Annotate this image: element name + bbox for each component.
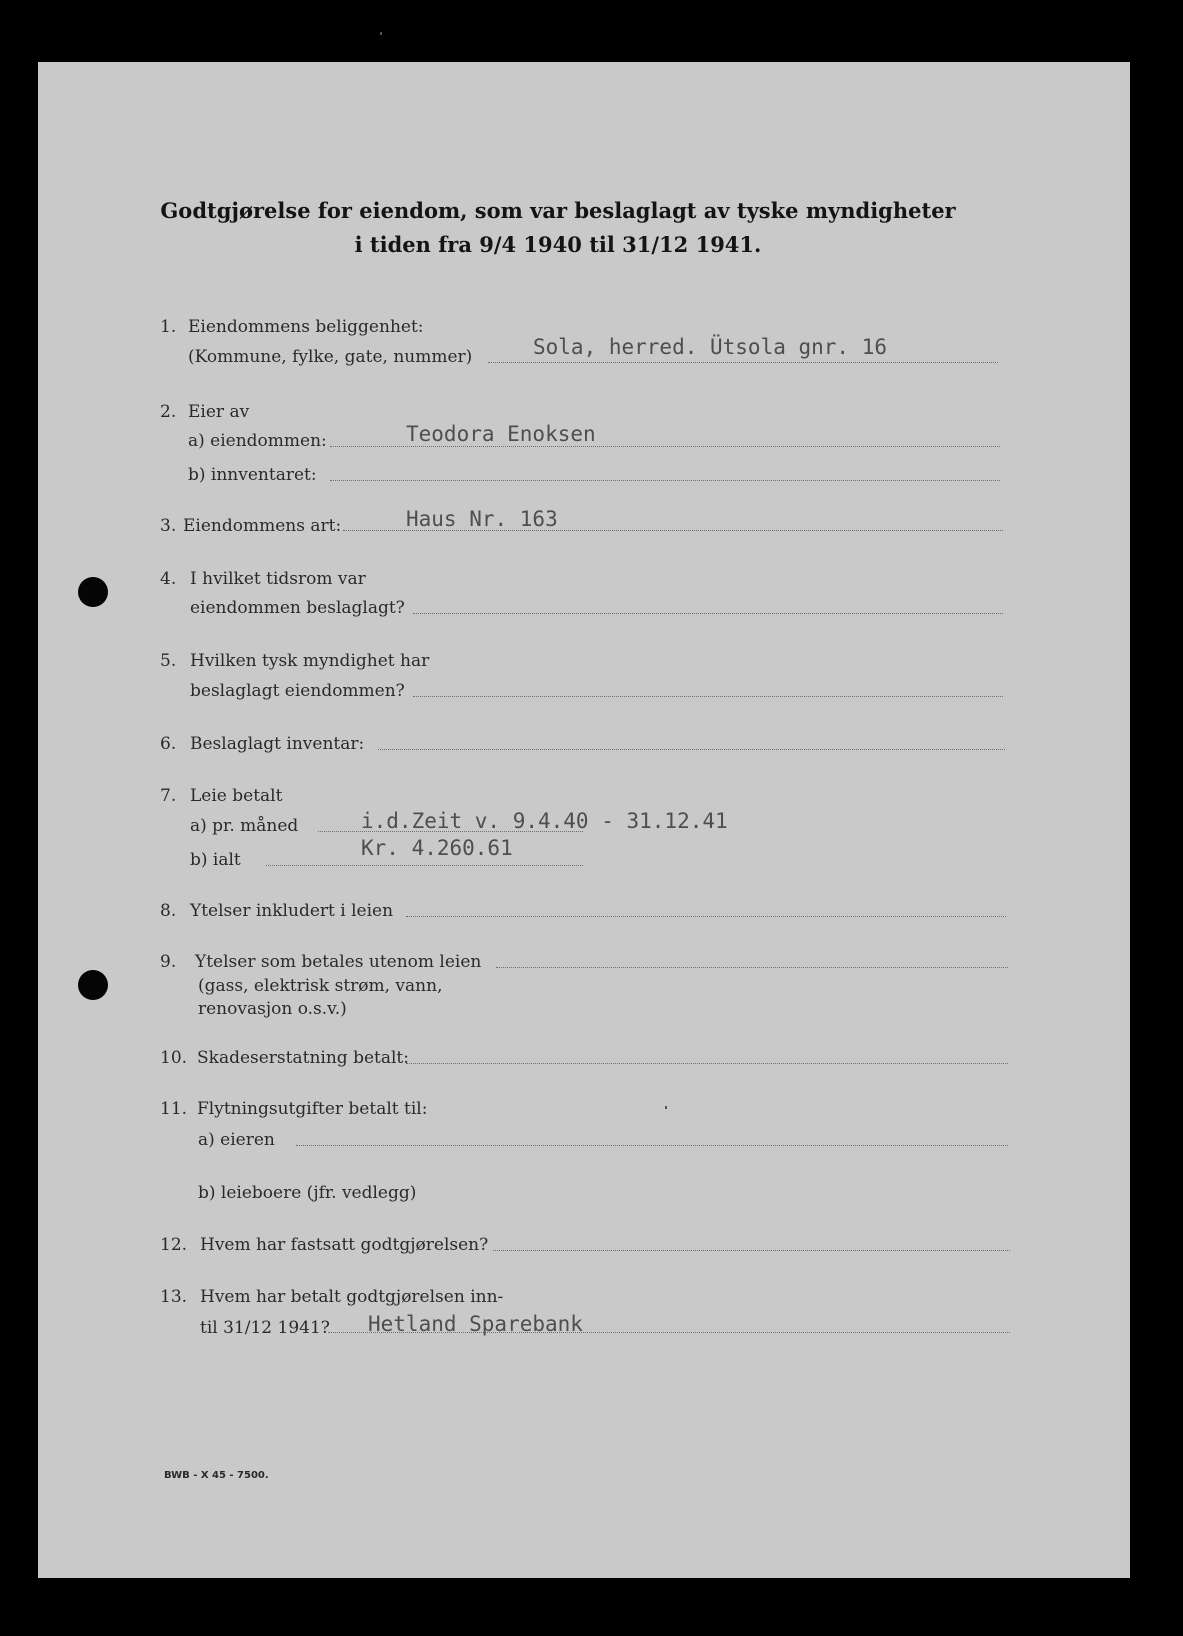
q4-number: 4. — [160, 569, 177, 589]
q8-number: 8. — [160, 901, 177, 921]
q12-number: 12. — [160, 1235, 188, 1255]
q11b-label: b) leieboere (jfr. vedlegg) — [198, 1183, 417, 1203]
q13-answer: Hetland Sparebank — [368, 1312, 583, 1336]
q1-label: Eiendommens beliggenhet: — [188, 317, 424, 337]
speck — [665, 1106, 667, 1109]
q6-label: Beslaglagt inventar: — [190, 734, 365, 754]
q2a-answer: Teodora Enoksen — [406, 422, 596, 446]
q9-sublabel-1: (gass, elektrisk strøm, vann, — [198, 976, 443, 996]
punch-hole — [78, 577, 108, 607]
q1-number: 1. — [160, 317, 177, 337]
q8-label: Ytelser inkludert i leien — [190, 901, 394, 921]
q13-label: Hvem har betalt godtgjørelsen inn- — [200, 1287, 504, 1307]
q4-sublabel: eiendommen beslaglagt? — [190, 598, 405, 618]
q5-number: 5. — [160, 651, 177, 671]
form-title — [38, 194, 1078, 262]
speck — [380, 32, 382, 35]
q2a-answer-line — [330, 446, 1000, 447]
q1-answer-line — [488, 362, 998, 363]
q11a-answer-line — [296, 1145, 1008, 1146]
q5-answer-line — [413, 696, 1003, 697]
q6-number: 6. — [160, 734, 177, 754]
q10-answer-line — [406, 1063, 1008, 1064]
q11a-label: a) eieren — [198, 1130, 275, 1150]
q7-number: 7. — [160, 786, 177, 806]
q8-answer-line — [406, 916, 1006, 917]
q2a-label: a) eiendommen: — [188, 431, 327, 451]
q13-sublabel: til 31/12 1941? — [200, 1318, 330, 1338]
q12-label: Hvem har fastsatt godtgjørelsen? — [200, 1235, 489, 1255]
q7-label: Leie betalt — [190, 786, 283, 806]
q10-label: Skadeserstatning betalt: — [197, 1048, 409, 1068]
punch-hole — [78, 970, 108, 1000]
q10-number: 10. — [160, 1048, 188, 1068]
q6-answer-line — [378, 749, 1005, 750]
q9-answer-line — [496, 967, 1008, 968]
form-page — [38, 62, 1130, 1578]
q9-number: 9. — [160, 952, 177, 972]
q3-label: Eiendommens art: — [183, 516, 342, 536]
q3-answer: Haus Nr. 163 — [406, 507, 558, 531]
q7b-label: b) ialt — [190, 850, 241, 870]
q7b-answer-line — [266, 865, 583, 866]
title-line-2: i tiden fra 9/4 1940 til 31/12 1941. — [354, 232, 762, 257]
q7b-answer: Kr. 4.260.61 — [361, 836, 513, 860]
q13-number: 13. — [160, 1287, 188, 1307]
q12-answer-line — [493, 1250, 1010, 1251]
q4-answer-line — [413, 613, 1003, 614]
q9-sublabel-2: renovasjon o.s.v.) — [198, 999, 347, 1019]
print-code: BWB - X 45 - 7500. — [164, 1470, 269, 1481]
q11-number: 11. — [160, 1099, 188, 1119]
q4-label: I hvilket tidsrom var — [190, 569, 366, 589]
q2-label: Eier av — [188, 402, 250, 422]
q2-number: 2. — [160, 402, 177, 422]
title-line-1: Godtgjørelse for eiendom, som var beslaglagt av tyske myndigheter — [160, 198, 956, 223]
q3-number: 3. — [160, 516, 177, 536]
q1-sublabel: (Kommune, fylke, gate, nummer) — [188, 347, 473, 367]
q1-answer: Sola, herred. Ütsola gnr. 16 — [533, 335, 888, 359]
q7a-label: a) pr. måned — [190, 816, 299, 836]
q9-label: Ytelser som betales utenom leien — [195, 952, 482, 972]
q2b-answer-line — [330, 480, 1000, 481]
q2b-label: b) innventaret: — [188, 465, 317, 485]
q5-label: Hvilken tysk myndighet har — [190, 651, 430, 671]
q11-label: Flytningsutgifter betalt til: — [197, 1099, 428, 1119]
q7a-answer: i.d.Zeit v. 9.4.40 - 31.12.41 — [361, 809, 728, 833]
q5-sublabel: beslaglagt eiendommen? — [190, 681, 405, 701]
